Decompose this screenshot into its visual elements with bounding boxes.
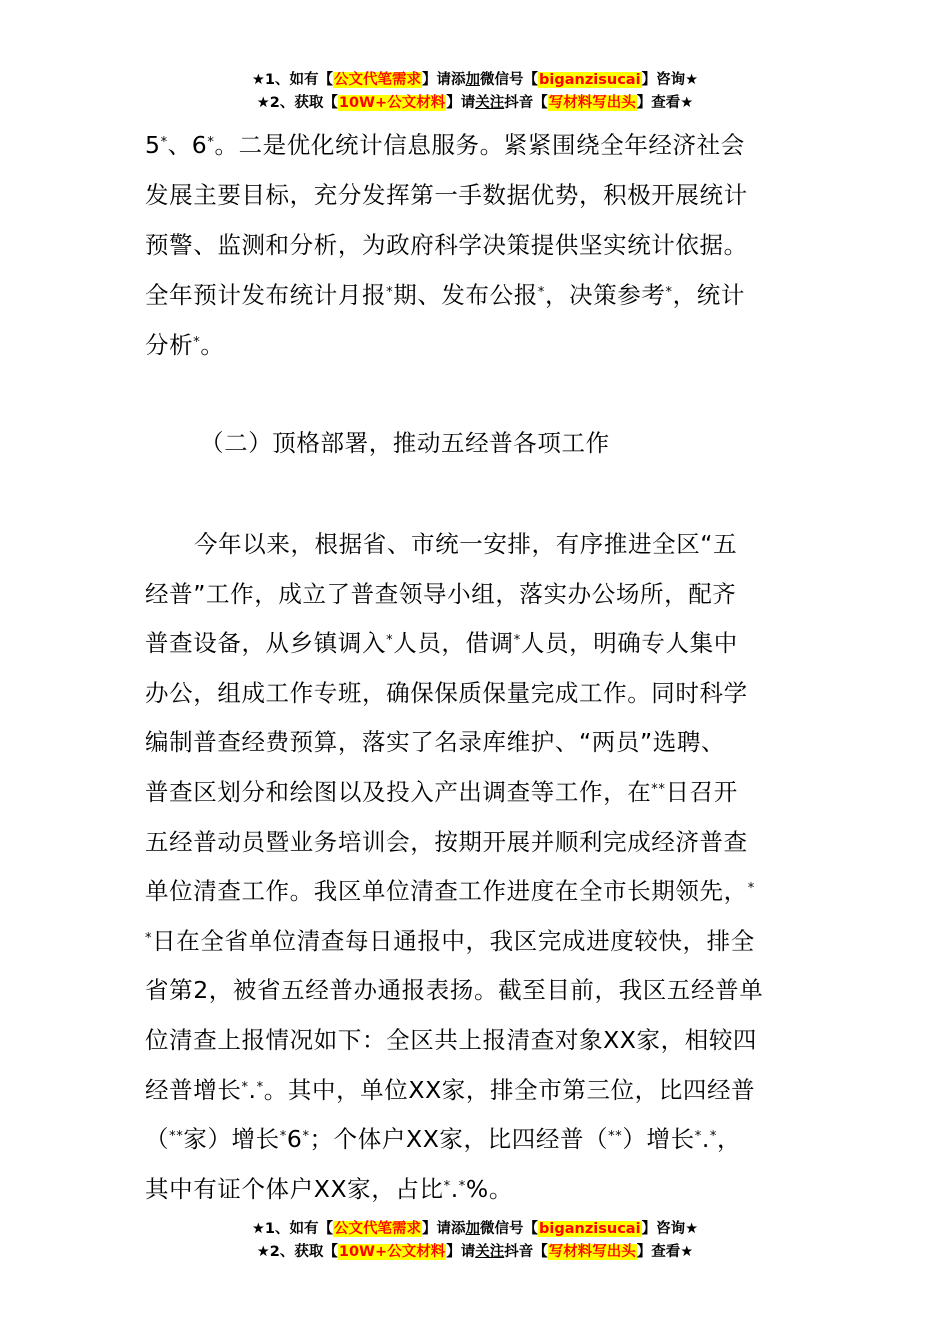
asterisk-mark: * [658,781,666,797]
banner-underlined: 加 [465,72,481,88]
banner-text: 】查看★ [636,1244,694,1260]
banner-text: 】咨询★ [641,1221,699,1237]
banner-text: 抖音【 [504,1244,548,1260]
banner-text: 】请添 [422,72,466,88]
asterisk-mark: * [386,285,394,300]
banner-underlined: 关注 [475,1244,505,1260]
asterisk-mark: * [176,1129,184,1145]
text-line: 分析*。 [145,331,225,359]
banner-text: 】查看★ [636,95,694,111]
asterisk-mark: * [694,1129,702,1145]
banner-highlight: 10W+公文材料 [338,1244,446,1260]
asterisk-mark: * [443,1178,451,1194]
asterisk-mark: * [458,1178,466,1194]
text-line: 5*、6*。二是优化统计信息服务。紧紧围绕全年经济社会 [145,131,745,159]
banner-text: 】咨询★ [641,72,699,88]
asterisk-mark: * [241,1079,249,1095]
section-heading: （二）顶格部署，推动五经普各项工作 [200,429,610,457]
text-line: 单位清查工作。我区单位清查工作进度在全市长期领先，* [145,877,755,906]
paragraph-2 [145,520,810,1214]
asterisk-mark: * [608,1129,616,1145]
text-line: 省第2，被省五经普办通报表扬。截至目前，我区五经普单 [145,976,764,1005]
banner-text: ★1、如有【 [251,1221,334,1237]
asterisk-mark: * [279,1129,287,1145]
asterisk-mark: * [302,1129,310,1145]
text-line: （**家）增长*6*；个体户XX家，比四经普（**）增长*.*， [145,1125,742,1154]
banner-highlight: 写材料写出头 [548,1244,636,1260]
banner-text: 】请添 [422,1221,466,1237]
banner-text: 微信号【 [480,1221,539,1237]
text-line: 发展主要目标，充分发挥第一手数据优势，积极开展统计 [145,181,748,209]
asterisk-mark: * [513,633,521,649]
asterisk-mark: * [160,135,168,150]
text-line: 编制普查经费预算，落实了名录库维护、“两员”选聘、 [145,728,726,757]
paragraph-1 [145,120,810,370]
text-line: 普查区划分和绘图以及投入产出调查等工作，在**日召开 [145,777,738,806]
asterisk-mark: * [537,285,545,300]
footer-banner [0,1218,950,1264]
banner-line-1 [0,1218,950,1241]
banner-text: 抖音【 [504,95,548,111]
banner-highlight: 公文代笔需求 [334,72,422,88]
banner-text: 】请 [446,1244,476,1260]
banner-line-2 [0,92,950,115]
asterisk-mark: * [386,633,394,649]
asterisk-mark: * [747,881,755,897]
banner-highlight: biganzisucai [539,72,641,88]
asterisk-mark: * [709,1129,717,1145]
asterisk-mark: * [145,930,153,946]
text-line: 经普增长*.*。其中，单位XX家，排全市第三位，比四经普 [145,1075,756,1104]
text-line: 预警、监测和分析，为政府科学决策提供坚实统计依据。 [145,231,748,259]
banner-underlined: 加 [465,1221,481,1237]
text-line: 经普”工作，成立了普查领导小组，落实办公场所，配齐 [145,579,737,608]
banner-text: ★2、获取【 [256,1244,338,1260]
text-line: *日在全省单位清查每日通报中，我区完成进度较快，排全 [145,926,755,955]
asterisk-mark: * [651,781,659,797]
banner-text: ★2、获取【 [256,95,338,111]
text-line: 全年预计发布统计月报*期、发布公报*，决策参考*，统计 [145,281,745,309]
text-line: 今年以来，根据省、市统一安排，有序推进全区“五 [194,530,738,558]
banner-highlight: 10W+公文材料 [338,95,446,111]
asterisk-mark: * [256,1079,264,1095]
text-line: 办公，组成工作专班，确保保质保量完成工作。同时科学 [145,678,748,707]
asterisk-mark: * [615,1129,623,1145]
banner-highlight: biganzisucai [539,1221,641,1237]
banner-line-1 [0,69,950,92]
text-line: 位清查上报情况如下：全区共上报清查对象XX家，相较四 [145,1025,758,1054]
banner-highlight: 写材料写出头 [548,95,636,111]
banner-underlined: 关注 [475,95,505,111]
text-line: 其中有证个体户XX家，占比*.*%。 [145,1174,513,1203]
text-line: 五经普动员暨业务培训会，按期开展并顺利完成经济普查 [145,827,748,856]
banner-text: ★1、如有【 [251,72,334,88]
banner-line-2 [0,1241,950,1264]
asterisk-mark: * [207,135,215,150]
header-banner [0,69,950,115]
asterisk-mark: * [193,335,201,350]
banner-text: 】请 [446,95,476,111]
asterisk-mark: * [665,285,673,300]
banner-highlight: 公文代笔需求 [334,1221,422,1237]
text-line: 普查设备，从乡镇调入*人员，借调*人员，明确专人集中 [145,629,738,658]
asterisk-mark: * [169,1129,177,1145]
banner-text: 微信号【 [480,72,539,88]
